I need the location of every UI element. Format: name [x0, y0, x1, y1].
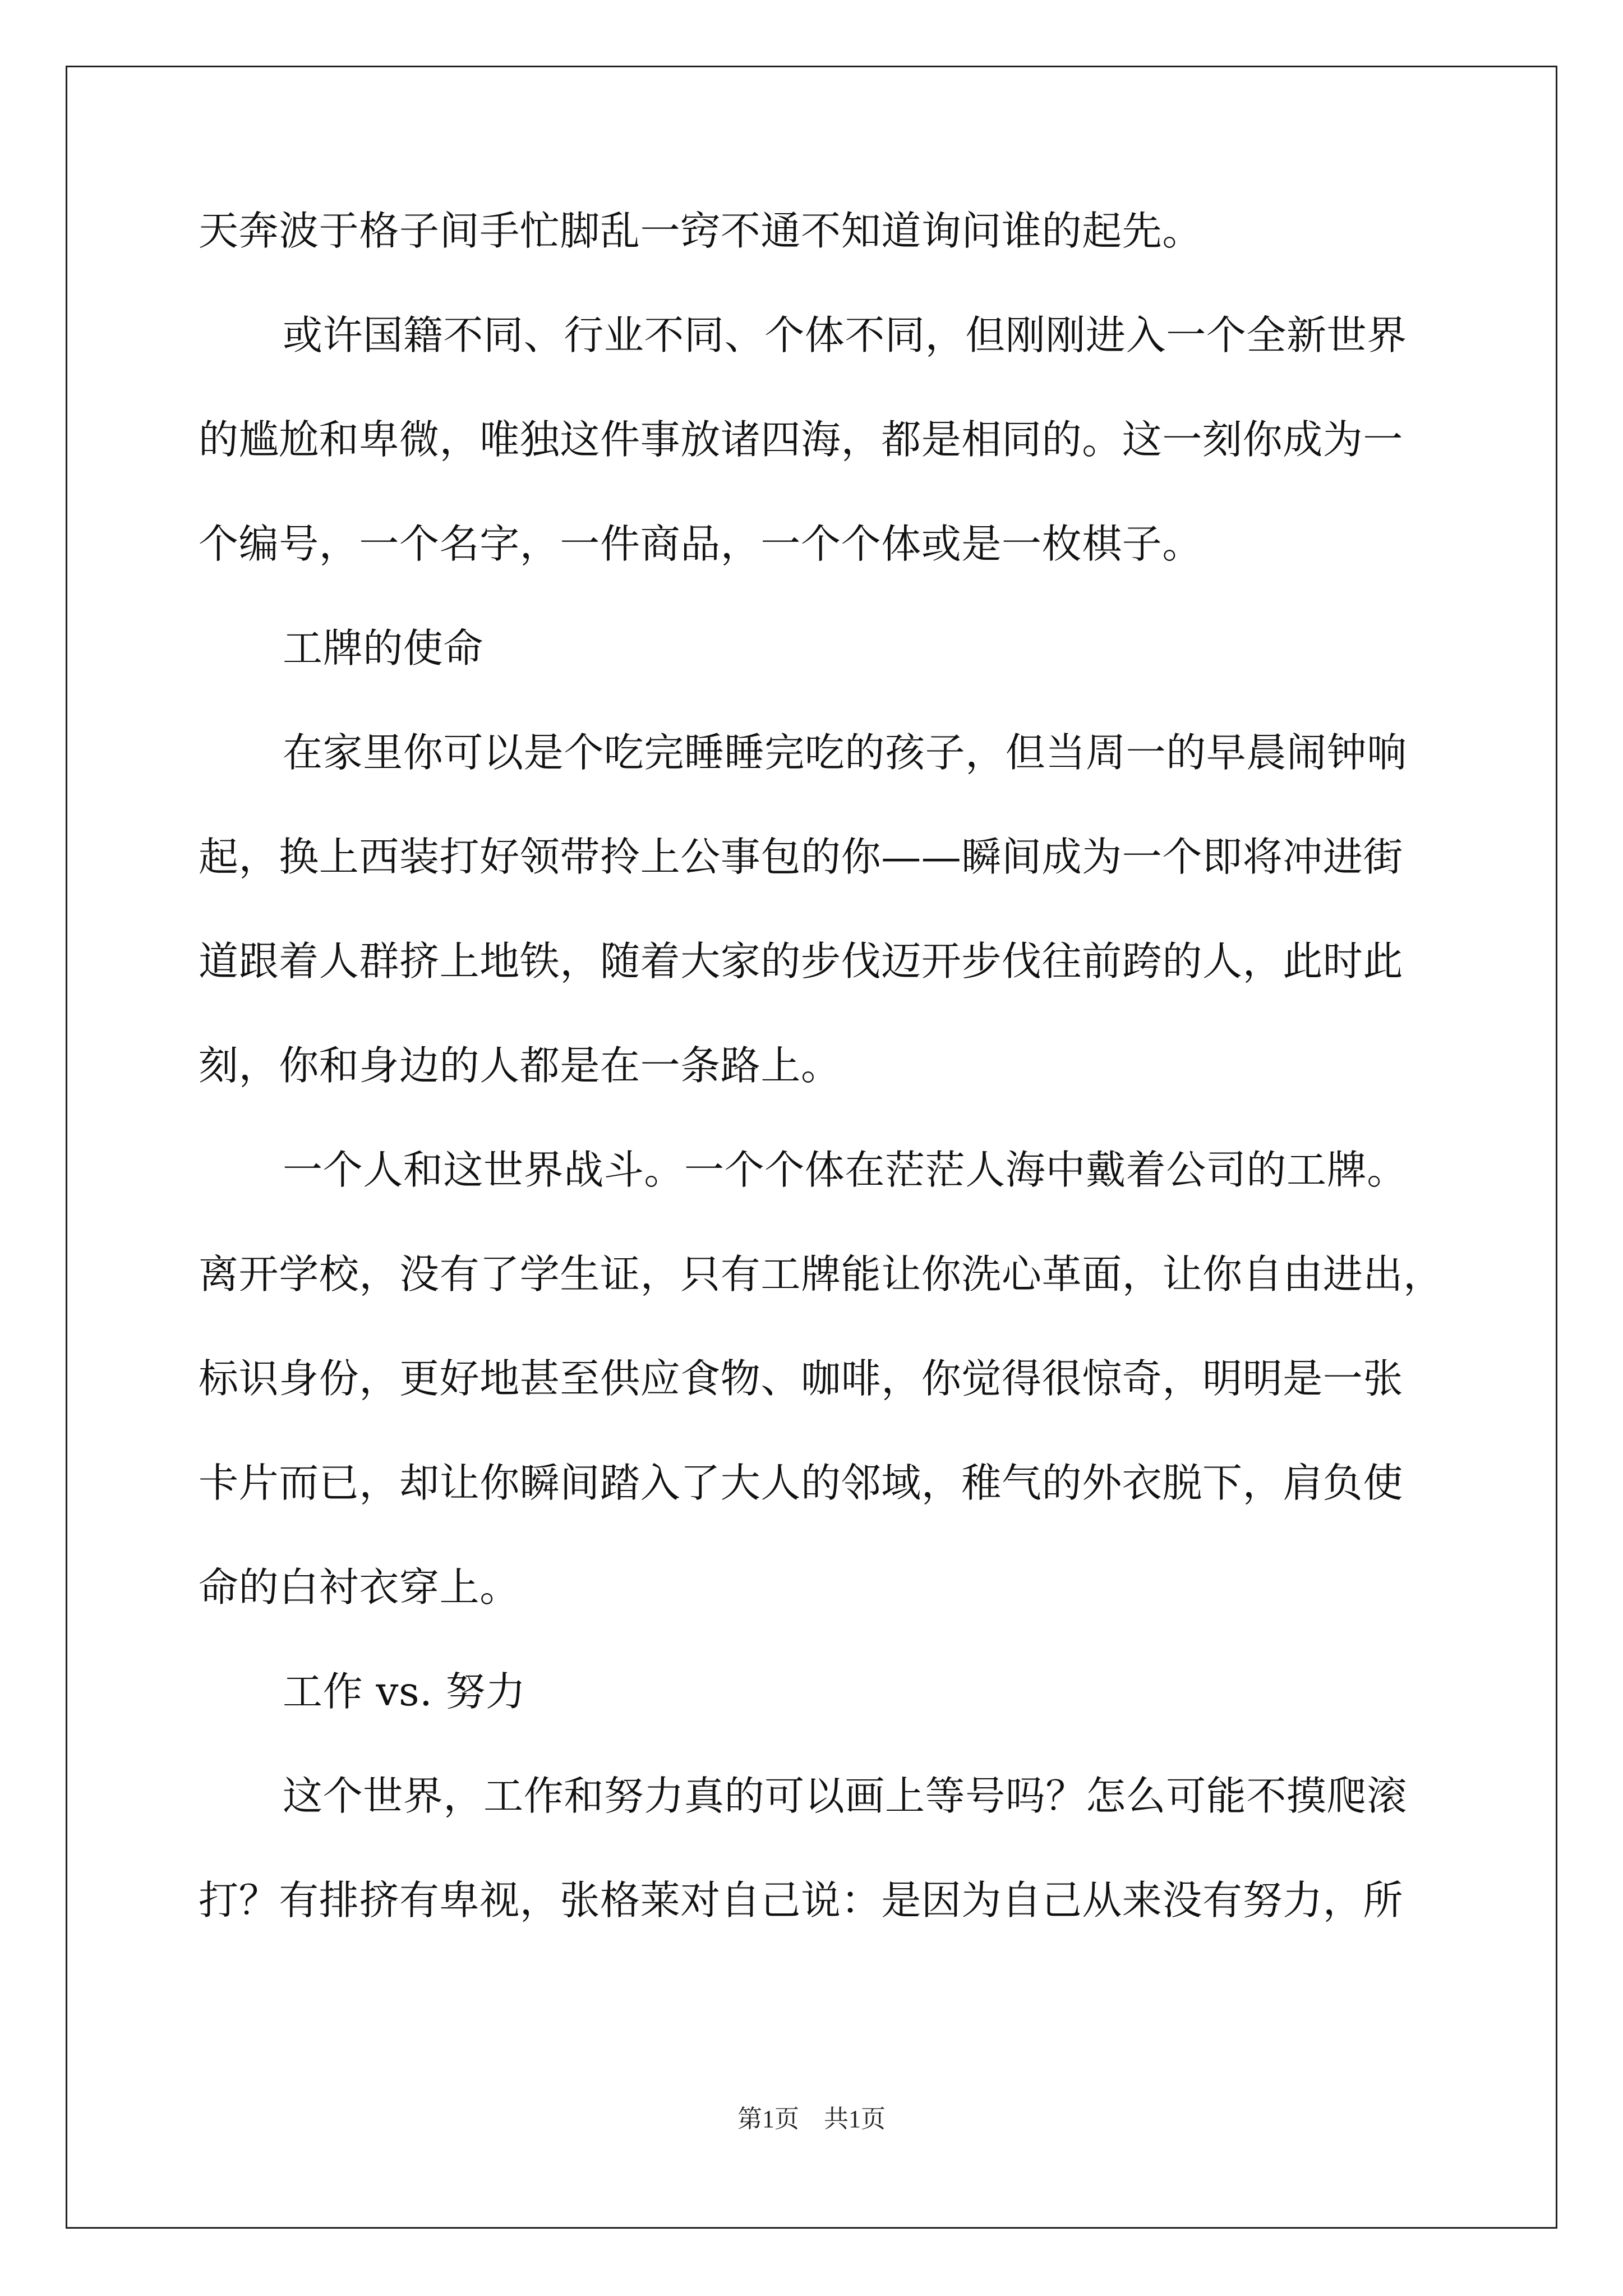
paragraph-first-line: 在家里你可以是个吃完睡睡完吃的孩子，但当周一的早晨闹钟响 [283, 729, 1407, 776]
text-line: 天奔波于格子间手忙脚乱一窍不通不知道询问谁的起先。 [199, 208, 1203, 254]
section-heading: 工作 vs. 努力 [283, 1668, 526, 1715]
text-line: 离开学校，没有了学生证，只有工牌能让你洗心革面，让你自由进出， [199, 1251, 1444, 1297]
text-line: 起，换上西装打好领带拎上公事包的你——瞬间成为一个即将冲进街 [199, 834, 1404, 880]
page-footer: 第1页 共1页 [737, 2105, 886, 2133]
paragraph-first-line: 这个世界，工作和努力真的可以画上等号吗？怎么可能不摸爬滚 [283, 1773, 1407, 1819]
text-line: 命的白衬衣穿上。 [199, 1564, 520, 1611]
text-line: 道跟着人群挤上地铁，随着大家的步伐迈开步伐往前跨的人，此时此 [199, 938, 1404, 984]
text-line: 卡片而已，却让你瞬间踏入了大人的邻域，稚气的外衣脱下，肩负使 [199, 1460, 1404, 1506]
text-line: 的尴尬和卑微，唯独这件事放诸四海，都是相同的。这一刻你成为一 [199, 416, 1404, 463]
paragraph-first-line: 一个人和这世界战斗。一个个体在茫茫人海中戴着公司的工牌。 [283, 1147, 1407, 1193]
text-line: 标识身份，更好地甚至供应食物、咖啡，你觉得很惊奇，明明是一张 [199, 1355, 1404, 1402]
paragraph-first-line: 或许国籍不同、行业不同、个体不同，但刚刚进入一个全新世界 [283, 312, 1407, 358]
section-heading: 工牌的使命 [283, 625, 484, 671]
text-line: 个编号，一个名字，一件商品，一个个体或是一枚棋子。 [199, 521, 1203, 567]
text-line: 打？有排挤有卑视，张格莱对自己说：是因为自己从来没有努力，所 [199, 1877, 1404, 1924]
text-line: 刻，你和身边的人都是在一条路上。 [199, 1042, 841, 1089]
